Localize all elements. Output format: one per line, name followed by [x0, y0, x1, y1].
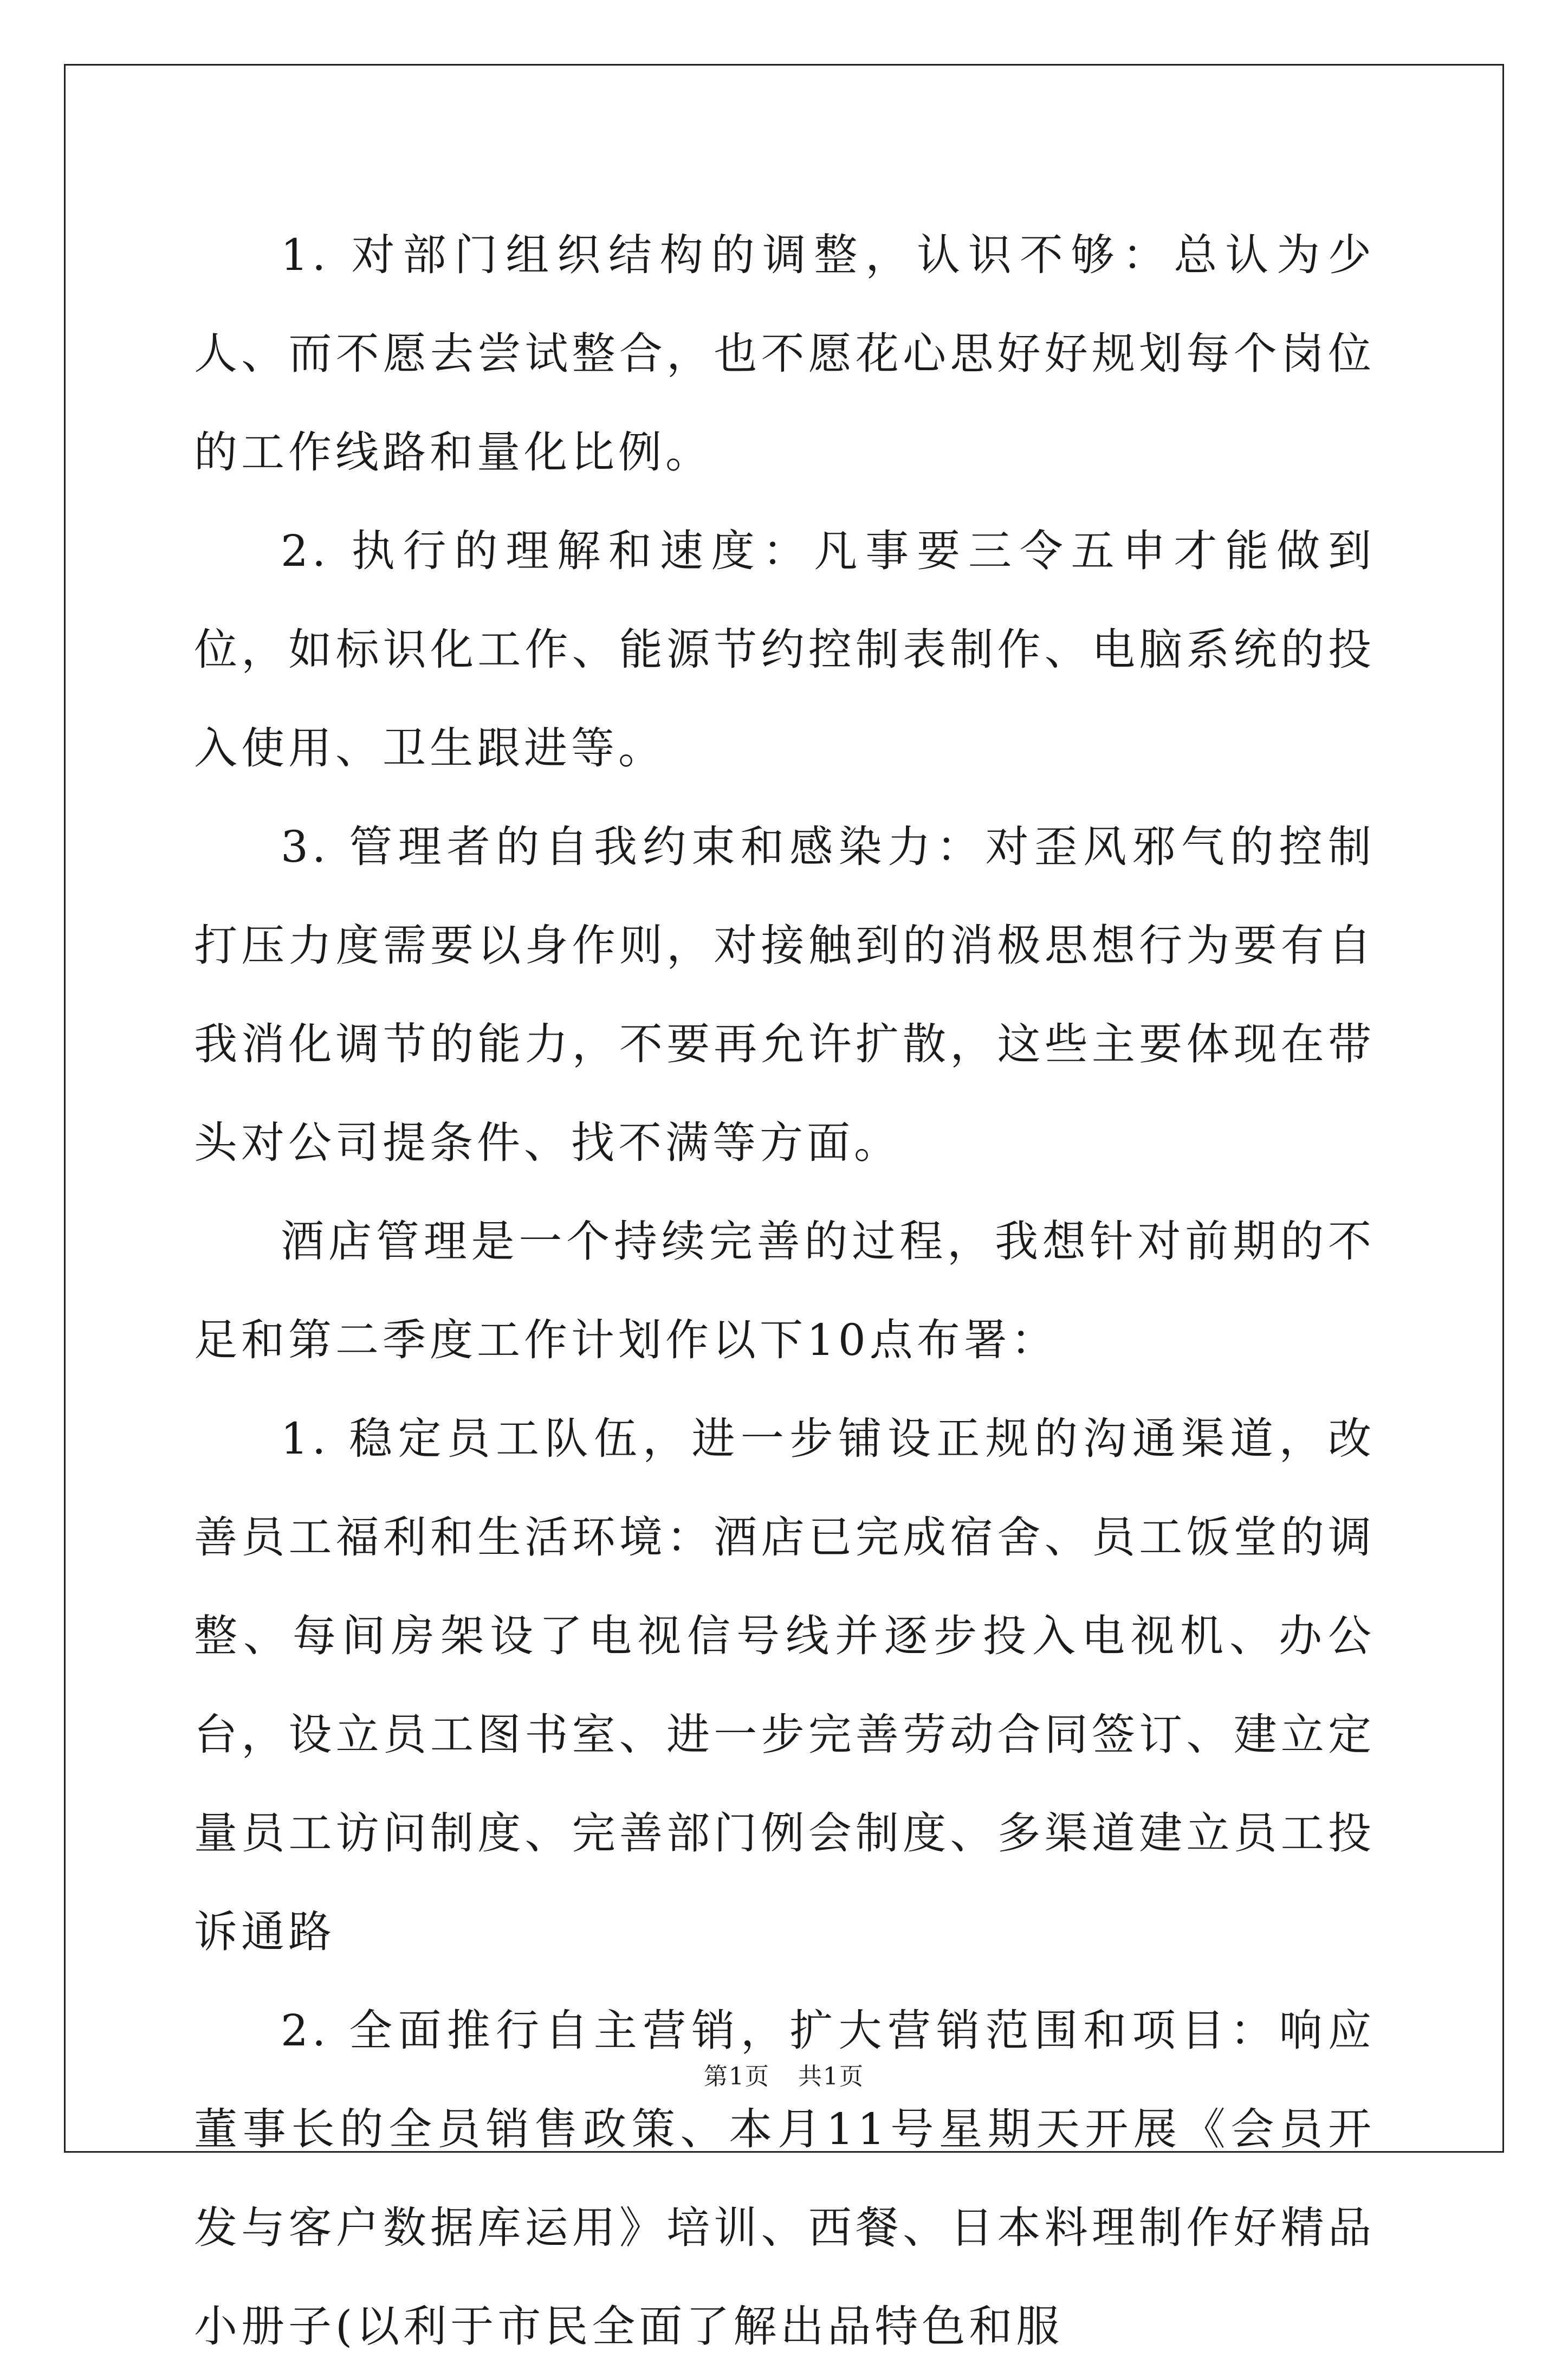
page-number: 第1页: [704, 2063, 770, 2090]
paragraph-4: 酒店管理是一个持续完善的过程，我想针对前期的不足和第二季度工作计划作以下10点布署：: [194, 1216, 1375, 1365]
page-total: 共1页: [798, 2063, 864, 2090]
paragraph-2: 2. 执行的理解和速度：凡事要三令五申才能做到位，如标识化工作、能源节约控制表制作、电脑系统的投入使用、卫生跟进等。: [194, 526, 1375, 773]
paragraph-5: 1. 稳定员工队伍，进一步铺设正规的沟通渠道，改善员工福利和生活环境：酒店已完成宿舍、员工饭堂的调整、每间房架设了电视信号线并逐步投入电视机、办公台，设立员工图书室、进一步完善劳动合同签订、建立定量员工访问制度、完善部门例会制度、多渠道建立员工投诉通路: [194, 1413, 1375, 1957]
page-footer: [0, 2057, 1568, 2091]
paragraph-3: 3. 管理者的自我约束和感染力：对歪风邪气的控制打压力度需要以身作则，对接触到的消极思想行为要有自我消化调节的能力，不要再允许扩散，这些主要体现在带头对公司提条件、找不满等方面。: [194, 822, 1375, 1168]
document-body: [194, 206, 1375, 2376]
paragraph-1: 1. 对部门组织结构的调整，认识不够：总认为少人、而不愿去尝试整合，也不愿花心思好好规划每个岗位的工作线路和量化比例。: [194, 230, 1375, 477]
paragraph-6: 2. 全面推行自主营销，扩大营销范围和项目：响应董事长的全员销售政策、本月11号星期天开展《会员开发与客户数据库运用》培训、西餐、日本料理制作好精品小册子(以利于市民全面了解出品特色和服: [194, 2005, 1375, 2352]
